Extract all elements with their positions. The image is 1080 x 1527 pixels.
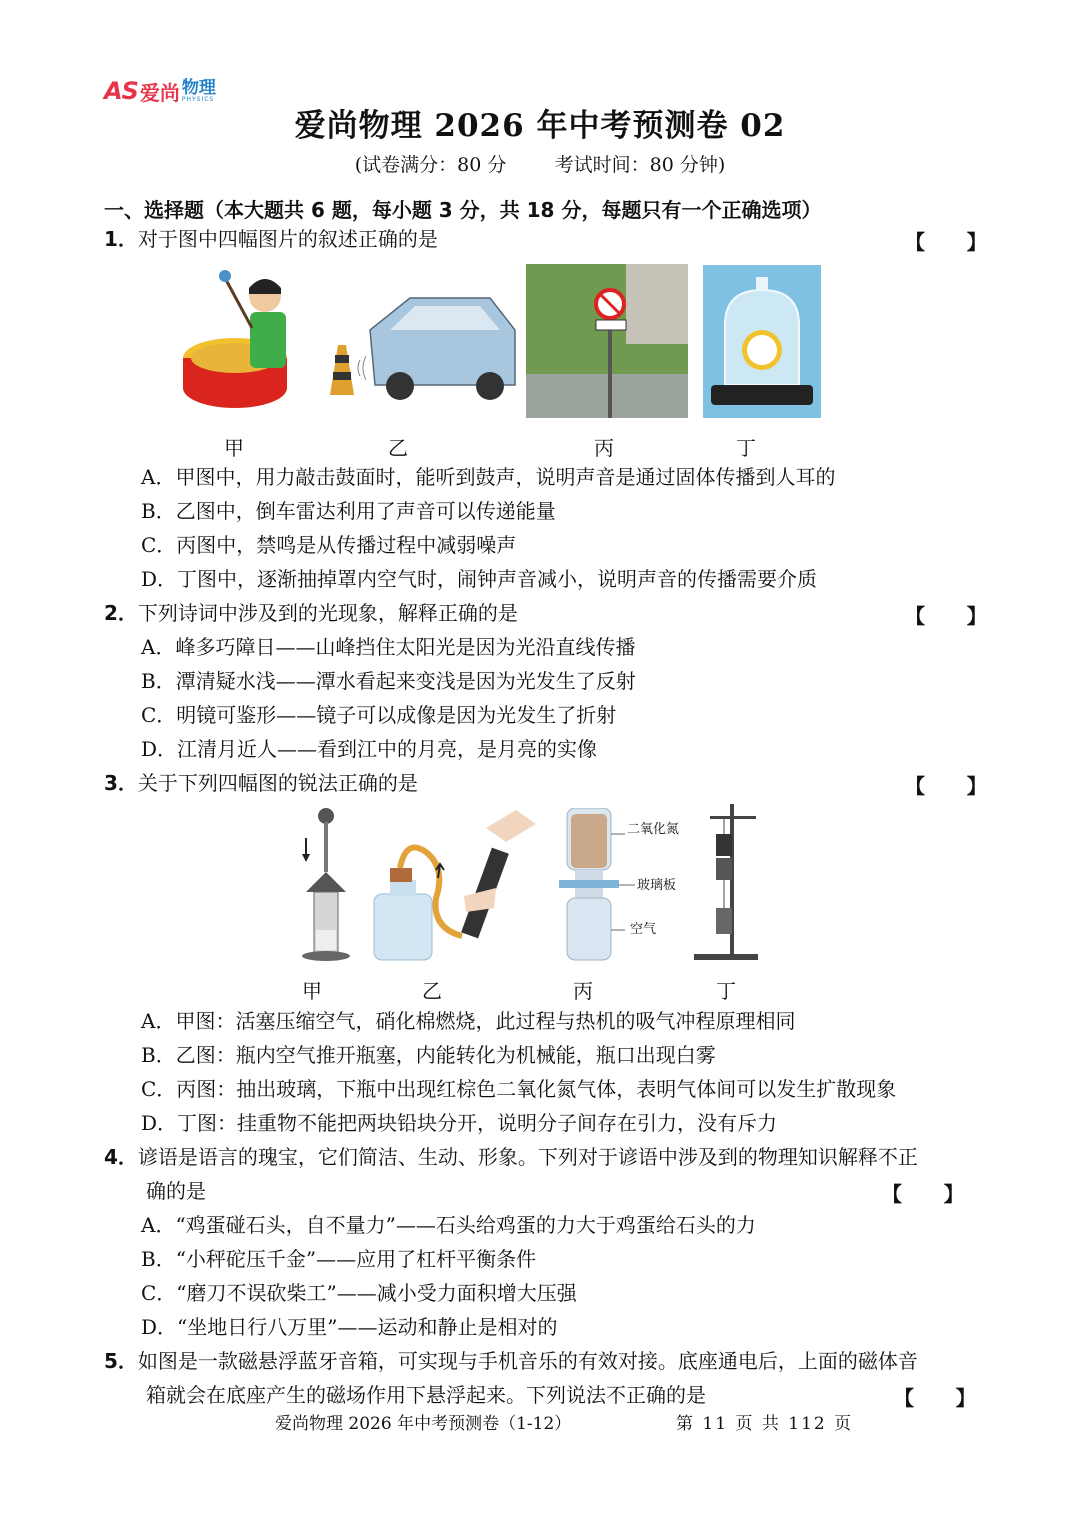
logo-text-physics: 物理 <box>181 77 216 98</box>
exam-info: (试卷满分：80 分 考试时间：80 分钟) <box>354 154 726 176</box>
bottle-pump-picture <box>366 808 546 963</box>
option-c: C．丙图中，禁鸣是从传播过程中减弱噪声 <box>141 533 517 557</box>
option-a: A．峰多巧障日——山峰挡住太阳光是因为光沿直线传播 <box>141 635 636 659</box>
question-number: 1． <box>104 227 138 251</box>
question-number: 2． <box>104 601 138 625</box>
question-4 <box>104 1144 918 1170</box>
option-d: D．“坐地日行八万里”——运动和静止是相对的 <box>141 1315 558 1339</box>
question-5 <box>104 1348 918 1374</box>
logo-text-en: PHYSICS <box>181 95 215 103</box>
figure-caption: 乙 <box>388 436 408 460</box>
option-b: B．乙图：瓶内空气推开瓶塞，内能转化为机械能，瓶口出现白雾 <box>141 1043 716 1067</box>
option-d: D．丁图中，逐渐抽掉罩内空气时，闹钟声音减小，说明声音的传播需要介质 <box>141 567 818 591</box>
option-c: C．丙图：抽出玻璃，下瓶中出现红棕色二氧化氮气体，表明气体间可以发生扩散现象 <box>141 1077 897 1101</box>
question-stem: 下列诗词中涉及到的光现象，解释正确的是 <box>137 601 518 625</box>
question-stem: 谚语是语言的瑰宝，它们简洁、生动、形象。下列对于谚语中涉及到的物理知识解释不正 <box>137 1145 918 1169</box>
option-b: B．乙图中，倒车雷达利用了声音可以传递能量 <box>141 499 556 523</box>
question-3 <box>104 770 418 796</box>
question-number: 5． <box>104 1349 138 1373</box>
answer-bracket: 【 】 <box>894 1386 976 1410</box>
logo-text: 爱尚 <box>139 80 180 105</box>
figure-caption: 甲 <box>302 979 322 1003</box>
bell-jar-clock-picture <box>703 265 821 418</box>
question-stem: 关于下列四幅图的锐法正确的是 <box>137 771 418 795</box>
logo-mark: AS <box>104 77 138 105</box>
drum-picture <box>180 268 300 418</box>
option-a: A．“鸡蛋碰石头，自不量力”——石头给鸡蛋的力大于鸡蛋给石头的力 <box>141 1213 756 1237</box>
option-d: D．丁图：挂重物不能把两块铅块分开，说明分子间存在引力，没有斥力 <box>141 1111 778 1135</box>
option-d: D．江清月近人——看到江中的月亮，是月亮的实像 <box>141 737 598 761</box>
footer-title: 爱尚物理 2026 年中考预测卷（1-12） <box>275 1414 572 1434</box>
piston-cylinder-picture <box>296 808 356 963</box>
page-title: 爱尚物理 2026 年中考预测卷 02 <box>294 108 786 144</box>
answer-bracket: 【 】 <box>882 1182 964 1206</box>
option-c: C．明镜可鉴形——镜子可以成像是因为光发生了折射 <box>141 703 617 727</box>
figure-caption: 丙 <box>573 979 593 1003</box>
answer-bracket: 【 】 <box>905 774 987 798</box>
answer-bracket: 【 】 <box>905 604 987 628</box>
figure-caption: 丁 <box>736 436 756 460</box>
figure-caption: 乙 <box>422 979 442 1003</box>
option-a: A．甲图：活塞压缩空气，硝化棉燃烧，此过程与热机的吸气冲程原理相同 <box>141 1009 796 1033</box>
figure-caption: 丁 <box>716 979 736 1003</box>
answer-bracket: 【 】 <box>905 230 987 254</box>
no-honking-sign-picture <box>526 264 688 418</box>
question-stem-continued: 箱就会在底座产生的磁场作用下悬浮起来。下列说法不正确的是 <box>146 1383 706 1407</box>
option-b: B．“小秤砣压千金”——应用了杠杆平衡条件 <box>141 1247 537 1271</box>
lead-blocks-stand-picture <box>690 804 762 966</box>
label-air: 空气 <box>630 922 657 937</box>
question-stem-continued: 确的是 <box>146 1179 206 1203</box>
car-radar-picture <box>320 290 520 410</box>
section-heading: 一、选择题（本大题共 6 题，每小题 3 分，共 18 分，每题只有一个正确选项） <box>104 198 822 222</box>
figure-caption: 丙 <box>594 436 614 460</box>
option-b: B．潭清疑水浅——潭水看起来变浅是因为光发生了反射 <box>141 669 636 693</box>
question-2 <box>104 600 518 626</box>
option-c: C．“磨刀不误砍柴工”——减小受力面积增大压强 <box>141 1281 577 1305</box>
question-1 <box>104 226 438 252</box>
question-stem: 对于图中四幅图片的叙述正确的是 <box>137 227 438 251</box>
question-stem: 如图是一款磁悬浮蓝牙音箱，可实现与手机音乐的有效对接。底座通电后，上面的磁体音 <box>137 1349 918 1373</box>
question-number: 3． <box>104 771 138 795</box>
label-glass-plate: 玻璃板 <box>637 878 677 893</box>
option-a: A．甲图中，用力敲击鼓面时，能听到鼓声，说明声音是通过固体传播到人耳的 <box>141 465 836 489</box>
figure-caption: 甲 <box>224 436 244 460</box>
label-no2: 二氧化氮 <box>627 822 680 837</box>
question-number: 4． <box>104 1145 138 1169</box>
page-number: 第 11 页 共 112 页 <box>676 1414 854 1434</box>
